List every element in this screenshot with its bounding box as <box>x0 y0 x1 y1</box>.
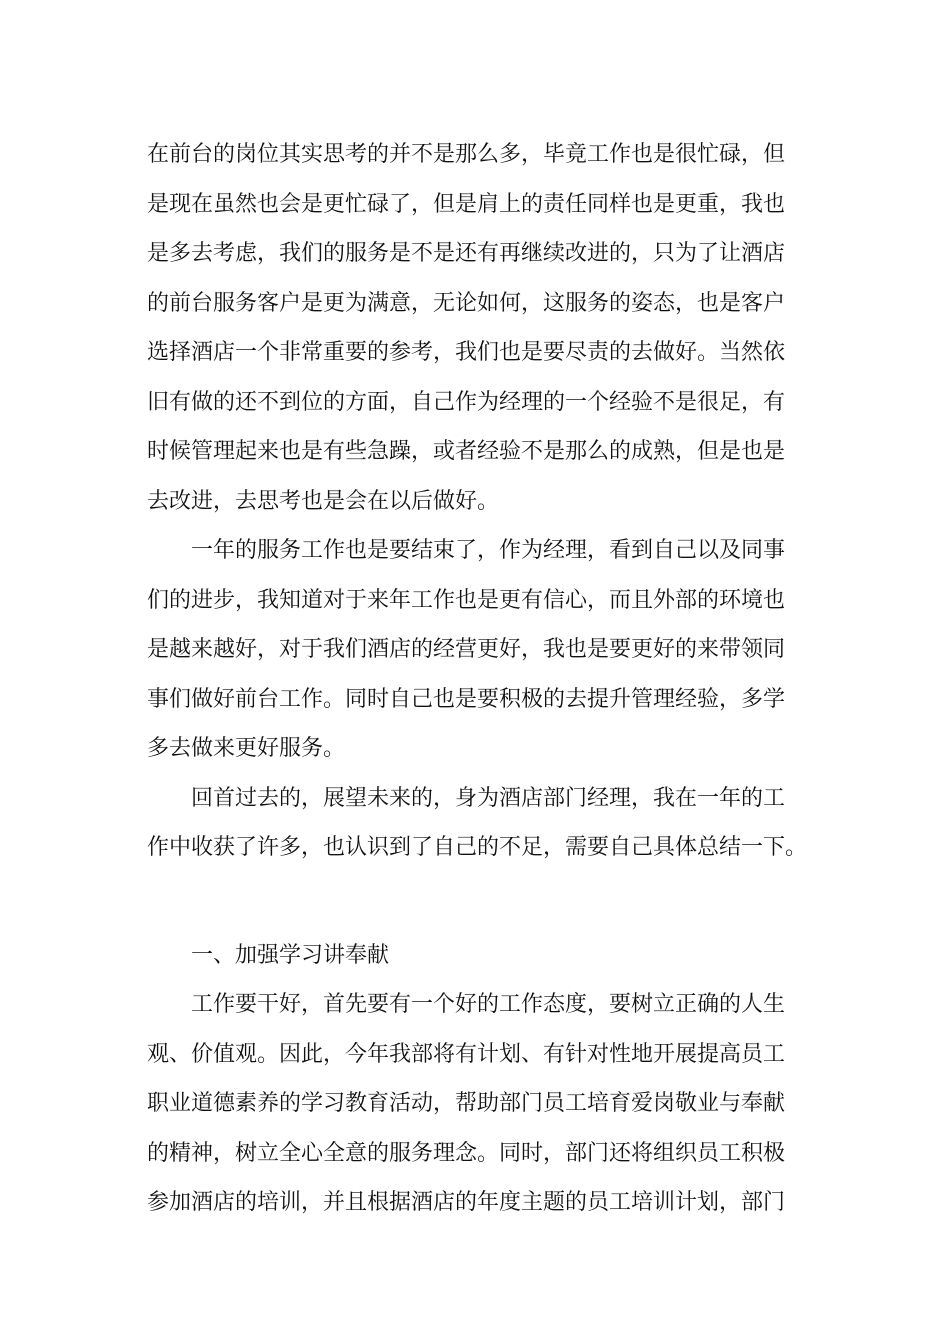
paragraph-line: 是多去考虑，我们的服务是不是还有再继续改进的，只为了让酒店 <box>147 241 786 266</box>
paragraph-1 <box>147 130 817 526</box>
section-line: 职业道德素养的学习教育活动，帮助部门员工培育爱岗敬业与奉献 <box>147 1091 786 1116</box>
paragraph-2 <box>147 526 817 774</box>
paragraph-line: 是越来越好，对于我们酒店的经营更好，我也是要更好的来带领同 <box>147 637 786 662</box>
section-line: 工作要干好，首先要有一个好的工作态度，要树立正确的人生 <box>191 992 786 1017</box>
paragraph-line: 回首过去的，展望未来的，身为酒店部门经理，我在一年的工 <box>191 785 786 811</box>
paragraph-line: 们的进步，我知道对于来年工作也是更有信心，而且外部的环境也 <box>147 587 786 613</box>
document-body <box>147 130 817 1228</box>
section-spacer <box>147 873 817 931</box>
paragraph-line: 旧有做的还不到位的方面，自己作为经理的一个经验不是很足，有 <box>147 389 786 415</box>
section-line: 的精神，树立全心全意的服务理念。同时，部门还将组织员工积极 <box>147 1140 786 1166</box>
paragraph-line: 事们做好前台工作。同时自己也是要积极的去提升管理经验，多学 <box>147 686 786 712</box>
paragraph-3 <box>147 774 817 873</box>
paragraph-line: 在前台的岗位其实思考的并不是那么多，毕竟工作也是很忙碌，但 <box>147 142 786 167</box>
section-line: 观、价值观。因此，今年我部将有计划、有针对性地开展提高员工 <box>147 1041 786 1067</box>
section-line: 参加酒店的培训，并且根据酒店的年度主题的员工培训计划，部门 <box>147 1190 786 1215</box>
paragraph-line: 去改进，去思考也是会在以后做好。 <box>147 488 500 514</box>
paragraph-line: 作中收获了许多，也认识到了自己的不足，需要自己具体总结一下。 <box>147 835 808 860</box>
paragraph-line: 多去做来更好服务。 <box>147 736 346 761</box>
paragraph-line: 时候管理起来也是有些急躁，或者经验不是那么的成熟，但是也是 <box>147 439 786 464</box>
paragraph-line: 的前台服务客户是更为满意，无论如何，这服务的姿态，也是客户 <box>147 290 786 316</box>
section-heading: 一、加强学习讲奉献 <box>191 942 390 968</box>
section-1 <box>147 931 817 1228</box>
paragraph-line: 一年的服务工作也是要结束了，作为经理，看到自己以及同事 <box>191 538 786 563</box>
paragraph-line: 选择酒店一个非常重要的参考，我们也是要尽责的去做好。当然依 <box>147 340 786 365</box>
paragraph-line: 是现在虽然也会是更忙碌了，但是肩上的责任同样也是更重，我也 <box>147 191 786 217</box>
